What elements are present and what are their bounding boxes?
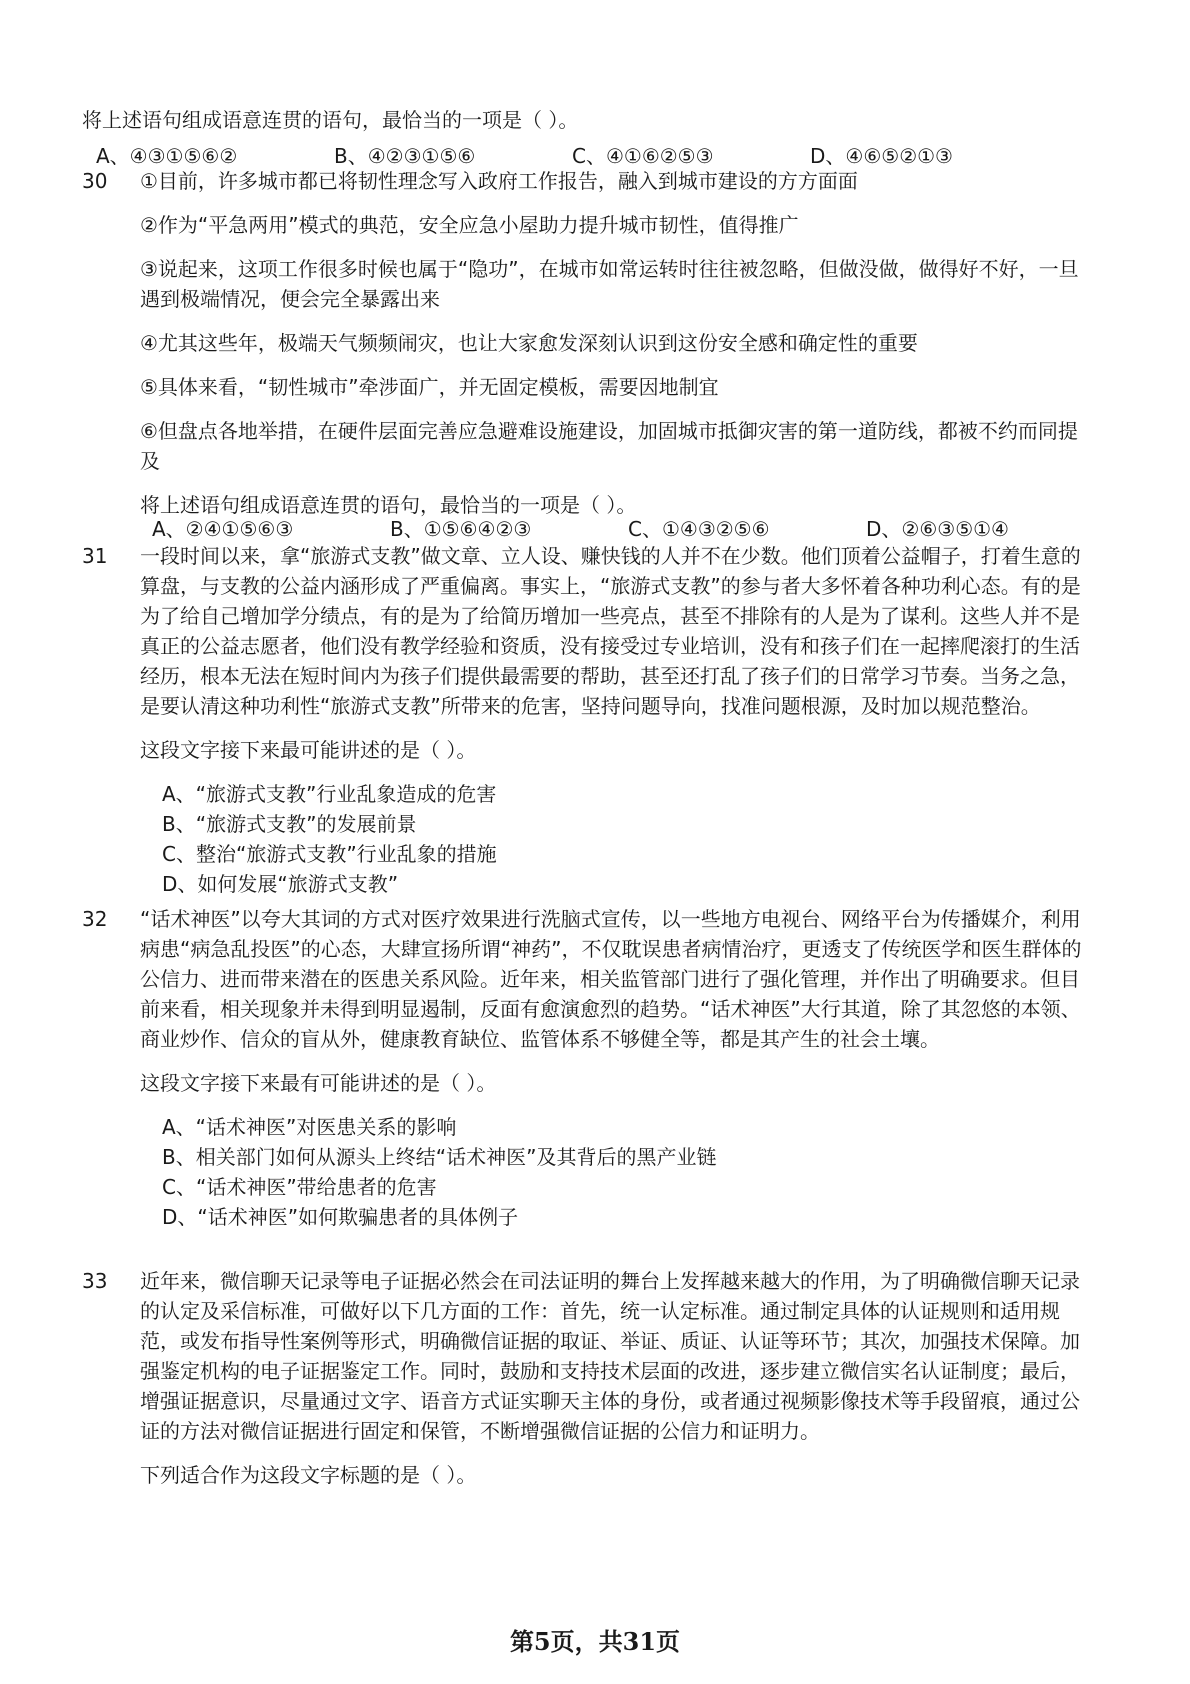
choice-b: B、相关部门如何从源头上终结“话术神医”及其背后的黑产业链 [162, 1145, 717, 1169]
sentence-6: ⑥但盘点各地举措，在硬件层面完善应急避难设施建设，加固城市抵御灾害的第一道防线，都被不约而同提及 [140, 419, 1078, 473]
option-c: C、①④③②⑤⑥ [628, 517, 770, 541]
choice-d: D、如何发展“旅游式支教” [162, 872, 399, 896]
question-number: 30 [82, 169, 108, 193]
question-30 [82, 166, 1082, 520]
sentence-1: ①目前，许多城市都已将韧性理念写入政府工作报告，融入到城市建设的方方面面 [140, 169, 858, 193]
option-a: A、②④①⑤⑥③ [152, 517, 294, 541]
option-d: D、④⑥⑤②①③ [810, 144, 953, 168]
question-prompt: 将上述语句组成语意连贯的语句，最恰当的一项是（ ）。 [140, 493, 637, 517]
question-stem: 近年来，微信聊天记录等电子证据必然会在司法证明的舞台上发挥越来越大的作用，为了明确微信聊天记录的认定及采信标准，可做好以下几方面的工作：首先，统一认定标准。通过制定具体的认证规则和适用规范，或发布指导性案例等形式，明确微信证据的取证、举证、质证、认证等环节；其次，加强技术保障。加强鉴定机构的电子证据鉴定工作。同时，鼓励和支持技术层面的改进，逐步建立微信实名认证制度；最后，增强证据意识，尽量通过文字、语音方式证实聊天主体的身份，或者通过视频影像技术等手段留痕，通过公证的方法对微信证据进行固定和保管，不断增强微信证据的公信力和证明力。 [140, 1269, 1080, 1443]
choice-b: B、“旅游式支教”的发展前景 [162, 812, 417, 836]
prev-question-prompt: 将上述语句组成语意连贯的语句，最恰当的一项是（ ）。 [82, 108, 579, 132]
sentence-4: ④尤其这些年，极端天气频频闹灾，也让大家愈发深刻认识到这份安全感和确定性的重要 [140, 331, 918, 355]
option-c: C、④①⑥②⑤③ [572, 144, 714, 168]
question-stem: “话术神医”以夸大其词的方式对医疗效果进行洗脑式宣传，以一些地方电视台、网络平台为传播媒介，利用病患“病急乱投医”的心态，大肆宣扬所谓“神药”，不仅耽误患者病情治疗，更透支了传统医学和医生群体的公信力、进而带来潜在的医患关系风险。近年来，相关监管部门进行了强化管理，并作出了明确要求。但目前来看，相关现象并未得到明显遏制，反面有愈演愈烈的趋势。“话术神医”大行其道，除了其忽悠的本领、商业炒作、信众的盲从外，健康教育缺位、监管体系不够健全等，都是其产生的社会土壤。 [140, 907, 1082, 1051]
question-stem: 一段时间以来，拿“旅游式支教”做文章、立人设、赚快钱的人并不在少数。他们顶着公益帽子，打着生意的算盘，与支教的公益内涵形成了严重偏离。事实上，“旅游式支教”的参与者大多怀着各种功利心态。有的是为了给自己增加学分绩点，有的是为了给简历增加一些亮点，甚至不排除有的人是为了谋利。这些人并不是真正的公益志愿者，他们没有教学经验和资质，没有接受过专业培训，没有和孩子们在一起摔爬滚打的生活经历，根本无法在短时间内为孩子们提供最需要的帮助，甚至还打乱了孩子们的日常学习节奏。当务之急，是要认清这种功利性“旅游式支教”所带来的危害，坚持问题导向，找准问题根源，及时加以规范整治。 [140, 544, 1081, 718]
option-b: B、④②③①⑤⑥ [334, 144, 476, 168]
choice-c: C、“话术神医”带给患者的危害 [162, 1175, 437, 1199]
question-30-options [152, 514, 1104, 544]
question-32 [82, 904, 1082, 1232]
question-number: 32 [82, 907, 108, 931]
choice-d: D、“话术神医”如何欺骗患者的具体例子 [162, 1205, 519, 1229]
sentence-3: ③说起来，这项工作很多时候也属于“隐功”，在城市如常运转时往往被忽略，但做没做，做得好不好，一旦遇到极端情况，便会完全暴露出来 [140, 257, 1079, 311]
sentence-5: ⑤具体来看，“韧性城市”牵涉面广，并无固定模板，需要因地制宜 [140, 375, 719, 399]
answer-choices [162, 779, 1082, 899]
option-a: A、④③①⑤⑥② [96, 144, 238, 168]
choice-c: C、整治“旅游式支教”行业乱象的措施 [162, 842, 497, 866]
choice-a: A、“话术神医”对医患关系的影响 [162, 1115, 457, 1139]
answer-choices [162, 1112, 1082, 1232]
option-b: B、①⑤⑥④②③ [390, 517, 532, 541]
question-number: 33 [82, 1269, 108, 1293]
question-prompt: 下列适合作为这段文字标题的是（ ）。 [140, 1463, 477, 1487]
question-prompt: 这段文字接下来最可能讲述的是（ ）。 [140, 738, 477, 762]
question-prompt: 这段文字接下来最有可能讲述的是（ ）。 [140, 1071, 497, 1095]
choice-a: A、“旅游式支教”行业乱象造成的危害 [162, 782, 497, 806]
question-33 [82, 1266, 1082, 1490]
option-d: D、②⑥③⑤①④ [866, 517, 1009, 541]
question-31 [82, 541, 1082, 899]
sentence-2: ②作为“平急两用”模式的典范，安全应急小屋助力提升城市韧性，值得推广 [140, 213, 799, 237]
page-footer: 第5页，共31页 [509, 1627, 681, 1656]
question-number: 31 [82, 544, 108, 568]
